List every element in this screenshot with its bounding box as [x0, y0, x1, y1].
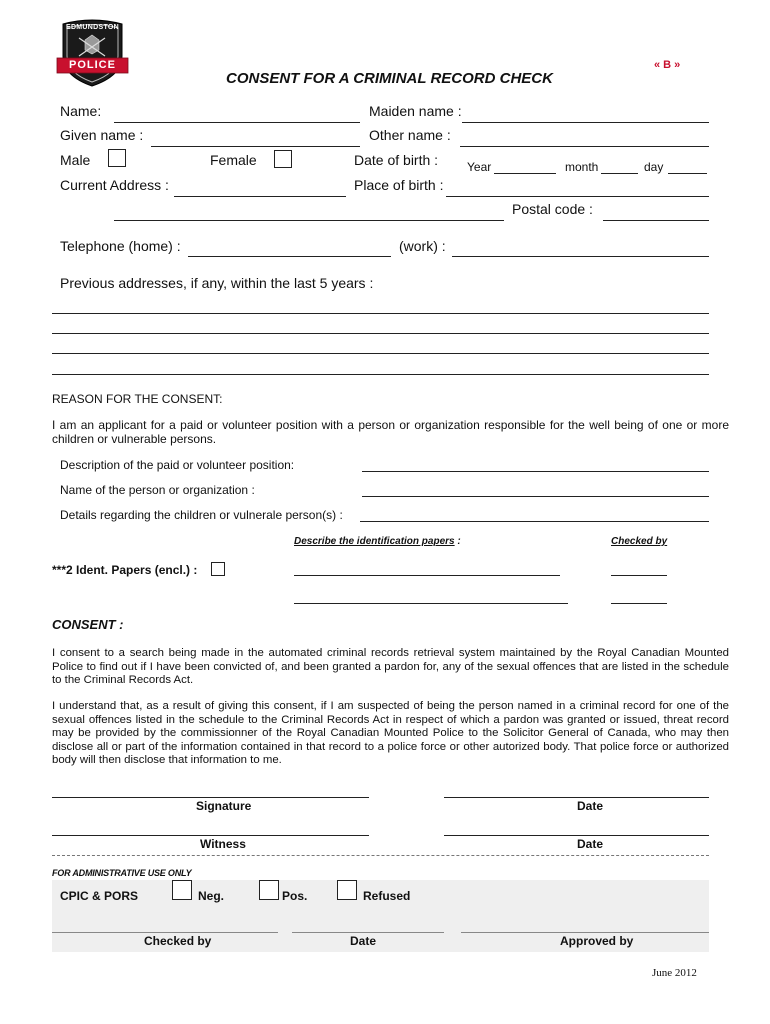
admin-date-field[interactable]: [292, 932, 444, 933]
position-label: Description of the paid or volunteer position:: [60, 458, 295, 472]
place-of-birth-field[interactable]: [446, 196, 709, 197]
given-name-label: Given name :: [60, 127, 144, 143]
postal-code-label: Postal code :: [512, 201, 593, 217]
previous-address-line-1[interactable]: [52, 313, 709, 314]
current-address-label: Current Address :: [60, 177, 169, 193]
signature-date-label: Date: [577, 799, 604, 813]
witness-date-field[interactable]: [444, 835, 709, 836]
position-field[interactable]: [362, 471, 709, 472]
witness-label: Witness: [200, 837, 246, 851]
dob-year-field[interactable]: [494, 173, 556, 174]
refused-checkbox[interactable]: [337, 880, 357, 900]
consent-heading: CONSENT :: [52, 617, 124, 632]
consent-paragraph-2: I understand that, as a result of giving this consent, if I am suspected of being the person named in a criminal record for one of the sexual offences listed in the schedule to the Criminal Records Act in respect of which a pardon was granted or issued, threat record may be provided by the commissionner of the Royal Canadian Mounted Police to the Solicitor General of Canada, who may then disclose all or part of the information contained in that record to a police force or other autorized body. That police force or authorized body will then disclose that information to me.: [52, 700, 729, 767]
neg-label: Neg.: [198, 889, 225, 903]
telephone-work-label: (work) :: [399, 238, 446, 254]
witness-date-label: Date: [577, 837, 604, 851]
witness-field[interactable]: [52, 835, 369, 836]
organization-field[interactable]: [362, 496, 709, 497]
telephone-home-label: Telephone (home) :: [60, 238, 181, 254]
ident-paper-2-checked-by[interactable]: [611, 603, 667, 604]
female-checkbox[interactable]: [274, 150, 292, 168]
checked-by-column-label: Checked by: [611, 536, 668, 547]
admin-divider: [52, 855, 709, 856]
pos-checkbox[interactable]: [259, 880, 279, 900]
admin-heading: FOR ADMINISTRATIVE USE ONLY: [52, 868, 192, 878]
ident-paper-2-field[interactable]: [294, 603, 568, 604]
reason-heading: REASON FOR THE CONSENT:: [52, 392, 223, 406]
other-name-label: Other name :: [369, 127, 451, 143]
ident-papers-checkbox[interactable]: [211, 562, 225, 576]
refused-label: Refused: [363, 889, 411, 903]
dob-day-label: day: [644, 160, 664, 174]
organization-label: Name of the person or organization :: [60, 483, 255, 497]
applicant-text: I am an applicant for a paid or volunteer position with a person or organization responsible for the well being of one or more children or vulnerable persons.: [52, 418, 729, 446]
admin-date-label: Date: [350, 934, 377, 948]
details-field[interactable]: [360, 521, 709, 522]
given-name-field[interactable]: [151, 146, 360, 147]
describe-papers-label: [294, 536, 461, 547]
dob-label: Date of birth :: [354, 152, 439, 168]
telephone-home-field[interactable]: [188, 256, 391, 257]
other-name-field[interactable]: [460, 146, 709, 147]
previous-addresses-label: Previous addresses, if any, within the last 5 years :: [60, 275, 374, 291]
signature-label: Signature: [196, 799, 252, 813]
logo-top-text: EDMUNDSTON: [65, 24, 120, 31]
police-logo: [55, 18, 130, 88]
name-field[interactable]: [114, 122, 360, 123]
dob-month-label: month: [565, 160, 599, 174]
admin-approved-by-label: Approved by: [560, 934, 634, 948]
male-checkbox[interactable]: [108, 149, 126, 167]
place-of-birth-label: Place of birth :: [354, 177, 444, 193]
consent-paragraph-1: I consent to a search being made in the automated criminal records retrieval system maintained by the Royal Canadian Mounted Police to find out if I have been convicted of, and been granted a pardon for, any of the sexual offences that are listed in the schedule to the Criminal Records Act.: [52, 647, 729, 687]
ident-paper-1-field[interactable]: [294, 575, 560, 576]
form-code: « B »: [654, 59, 681, 71]
pos-label: Pos.: [282, 889, 308, 903]
logo-banner-text: POLICE: [69, 59, 116, 71]
maiden-name-label: Maiden name :: [369, 103, 462, 119]
address-line-2-field[interactable]: [114, 220, 504, 221]
ident-papers-label: ***2 Ident. Papers (encl.) :: [52, 563, 198, 577]
ident-paper-1-checked-by[interactable]: [611, 575, 667, 576]
admin-approved-by-field[interactable]: [461, 932, 709, 933]
admin-checked-by-field[interactable]: [52, 932, 278, 933]
dob-month-field[interactable]: [601, 173, 638, 174]
name-label: Name:: [60, 103, 102, 119]
dob-day-field[interactable]: [668, 173, 707, 174]
revision-date: June 2012: [652, 967, 697, 979]
page-title: CONSENT FOR A CRIMINAL RECORD CHECK: [226, 70, 553, 87]
signature-field[interactable]: [52, 797, 369, 798]
maiden-name-field[interactable]: [462, 122, 709, 123]
details-label: Details regarding the children or vulnerale person(s) :: [60, 508, 343, 522]
telephone-work-field[interactable]: [452, 256, 709, 257]
signature-date-field[interactable]: [444, 797, 709, 798]
previous-address-line-2[interactable]: [52, 333, 709, 334]
cpic-pors-label: CPIC & PORS: [60, 889, 139, 903]
neg-checkbox[interactable]: [172, 880, 192, 900]
describe-papers-colon: :: [457, 536, 461, 547]
describe-papers-text: Describe the identification papers: [294, 536, 455, 547]
previous-address-line-4[interactable]: [52, 374, 709, 375]
postal-code-field[interactable]: [603, 220, 709, 221]
female-label: Female: [210, 152, 257, 168]
current-address-field[interactable]: [174, 196, 346, 197]
male-label: Male: [60, 152, 91, 168]
admin-checked-by-label: Checked by: [144, 934, 212, 948]
dob-year-label: Year: [467, 160, 492, 174]
previous-address-line-3[interactable]: [52, 353, 709, 354]
